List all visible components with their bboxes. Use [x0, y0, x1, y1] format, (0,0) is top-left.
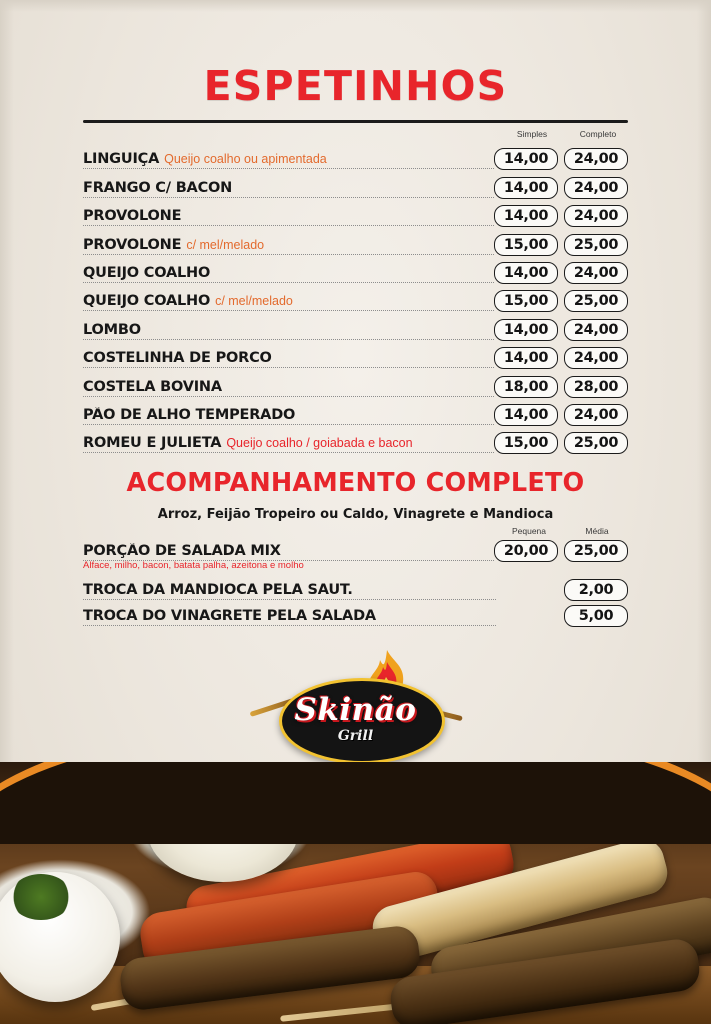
item-prices	[494, 319, 628, 343]
page-title: ESPETINHOS	[203, 62, 508, 110]
price-column-header-simples: Simples	[516, 129, 548, 139]
item-names	[83, 293, 494, 314]
section-subtitle-acompanhamento: Arroz, Feijão Tropeiro ou Caldo, Vinagrete e Mandioca	[157, 507, 554, 523]
price-completo: 25,00	[564, 432, 628, 454]
menu-item-row	[83, 603, 628, 629]
price-completo: 24,00	[564, 205, 628, 227]
item-description: Queijo coalho / goiabada e bacon	[226, 436, 413, 451]
item-prices	[494, 234, 628, 258]
menu-item-row	[83, 428, 628, 456]
price-column-header-media: Média	[585, 526, 609, 537]
menu-item-row	[83, 371, 628, 399]
item-prices	[496, 605, 628, 629]
price-simples: 18,00	[494, 376, 558, 398]
menu-item-row	[83, 144, 628, 172]
item-name: LOMBO	[83, 321, 141, 338]
menu-item-row	[83, 577, 628, 603]
item-names	[83, 435, 494, 456]
price-pequena	[496, 579, 558, 599]
item-prices	[496, 579, 628, 603]
price-column-headers	[83, 129, 628, 143]
price-simples: 14,00	[494, 347, 558, 369]
food-photo-band	[0, 762, 711, 1024]
price-simples: 15,00	[494, 290, 558, 312]
salad-ingredients-note: Alface, milho, bacon, batata palha, azeitona e molho	[83, 560, 304, 572]
price-simples: 14,00	[494, 148, 558, 170]
price-completo: 24,00	[564, 262, 628, 284]
price-completo: 24,00	[564, 319, 628, 341]
menu-item-row	[83, 172, 628, 200]
item-name: COSTELINHA DE PORCO	[83, 350, 272, 367]
acompanhamento-list	[83, 540, 628, 629]
item-prices	[494, 347, 628, 371]
parsley-garnish	[10, 874, 72, 920]
section-title-acompanhamento: ACOMPANHAMENTO COMPLETO	[126, 468, 585, 499]
item-prices	[494, 177, 628, 201]
price-completo: 28,00	[564, 376, 628, 398]
item-names	[83, 608, 496, 629]
item-prices	[494, 404, 628, 428]
item-names	[83, 407, 494, 428]
menu-item-row	[83, 229, 628, 257]
price-pequena: 20,00	[494, 540, 558, 562]
item-names	[83, 180, 494, 201]
price-simples: 14,00	[494, 262, 558, 284]
item-name: TROCA DO VINAGRETE PELA SALADA	[83, 608, 376, 625]
item-names	[83, 208, 494, 229]
price-pequena	[496, 605, 558, 625]
price-simples: 15,00	[494, 234, 558, 256]
item-prices	[494, 205, 628, 229]
item-name: PÃO DE ALHO TEMPERADO	[83, 406, 296, 423]
price-simples: 14,00	[494, 205, 558, 227]
price-simples: 15,00	[494, 432, 558, 454]
price-media: 5,00	[564, 605, 628, 627]
price-completo: 24,00	[564, 148, 628, 170]
item-name: TROCA DA MANDIOCA PELA SAUT.	[83, 582, 353, 599]
item-prices	[494, 262, 628, 286]
price-media: 25,00	[564, 540, 628, 562]
item-prices	[494, 540, 628, 564]
item-names	[83, 322, 494, 343]
item-name: FRANGO C/ BACON	[83, 179, 233, 196]
price-media: 2,00	[564, 579, 628, 601]
espetinhos-list	[83, 144, 628, 456]
item-description: Queijo coalho ou apimentada	[164, 152, 327, 167]
item-prices	[494, 432, 628, 456]
item-names	[83, 237, 494, 258]
menu-item-row	[83, 400, 628, 428]
item-name: ROMEU E JULIETA	[83, 435, 222, 452]
title-divider	[83, 120, 628, 123]
item-names	[83, 265, 494, 286]
item-names	[83, 543, 494, 564]
side-price-column-headers	[83, 526, 628, 539]
price-column-header-pequena: Pequena	[511, 526, 547, 537]
price-completo: 25,00	[564, 290, 628, 312]
item-prices	[494, 148, 628, 172]
menu-item-row	[83, 314, 628, 342]
item-names	[83, 582, 496, 603]
price-simples: 14,00	[494, 177, 558, 199]
menu-item-row	[83, 343, 628, 371]
menu-item-row	[83, 201, 628, 229]
price-completo: 24,00	[564, 177, 628, 199]
item-prices	[494, 290, 628, 314]
item-description: c/ mel/melado	[186, 237, 265, 252]
item-names	[83, 151, 494, 172]
photo-curve-mask	[0, 762, 711, 844]
brand-logo	[241, 648, 471, 763]
item-prices	[494, 376, 628, 400]
logo-wordmark: Skinão	[294, 692, 417, 728]
price-simples: 14,00	[494, 404, 558, 426]
item-name: PROVOLONE	[83, 208, 182, 225]
logo-tagline: Grill	[337, 728, 374, 744]
price-completo: 24,00	[564, 347, 628, 369]
item-name: LINGUIÇA	[83, 151, 160, 168]
menu-item-row	[83, 258, 628, 286]
item-name: COSTELA BOVINA	[83, 378, 222, 395]
price-completo: 25,00	[564, 234, 628, 256]
price-simples: 14,00	[494, 319, 558, 341]
price-completo: 24,00	[564, 404, 628, 426]
item-names	[83, 350, 494, 371]
menu-item-row	[83, 540, 628, 564]
item-name: QUEIJO COALHO	[83, 293, 211, 310]
item-name: PORÇÃO DE SALADA MIX	[83, 543, 281, 560]
item-names	[83, 379, 494, 400]
item-description: c/ mel/melado	[215, 294, 293, 309]
menu-item-row	[83, 286, 628, 314]
item-name: QUEIJO COALHO	[83, 264, 211, 281]
price-column-header-completo: Completo	[579, 129, 617, 139]
item-name: PROVOLONE	[83, 236, 182, 253]
